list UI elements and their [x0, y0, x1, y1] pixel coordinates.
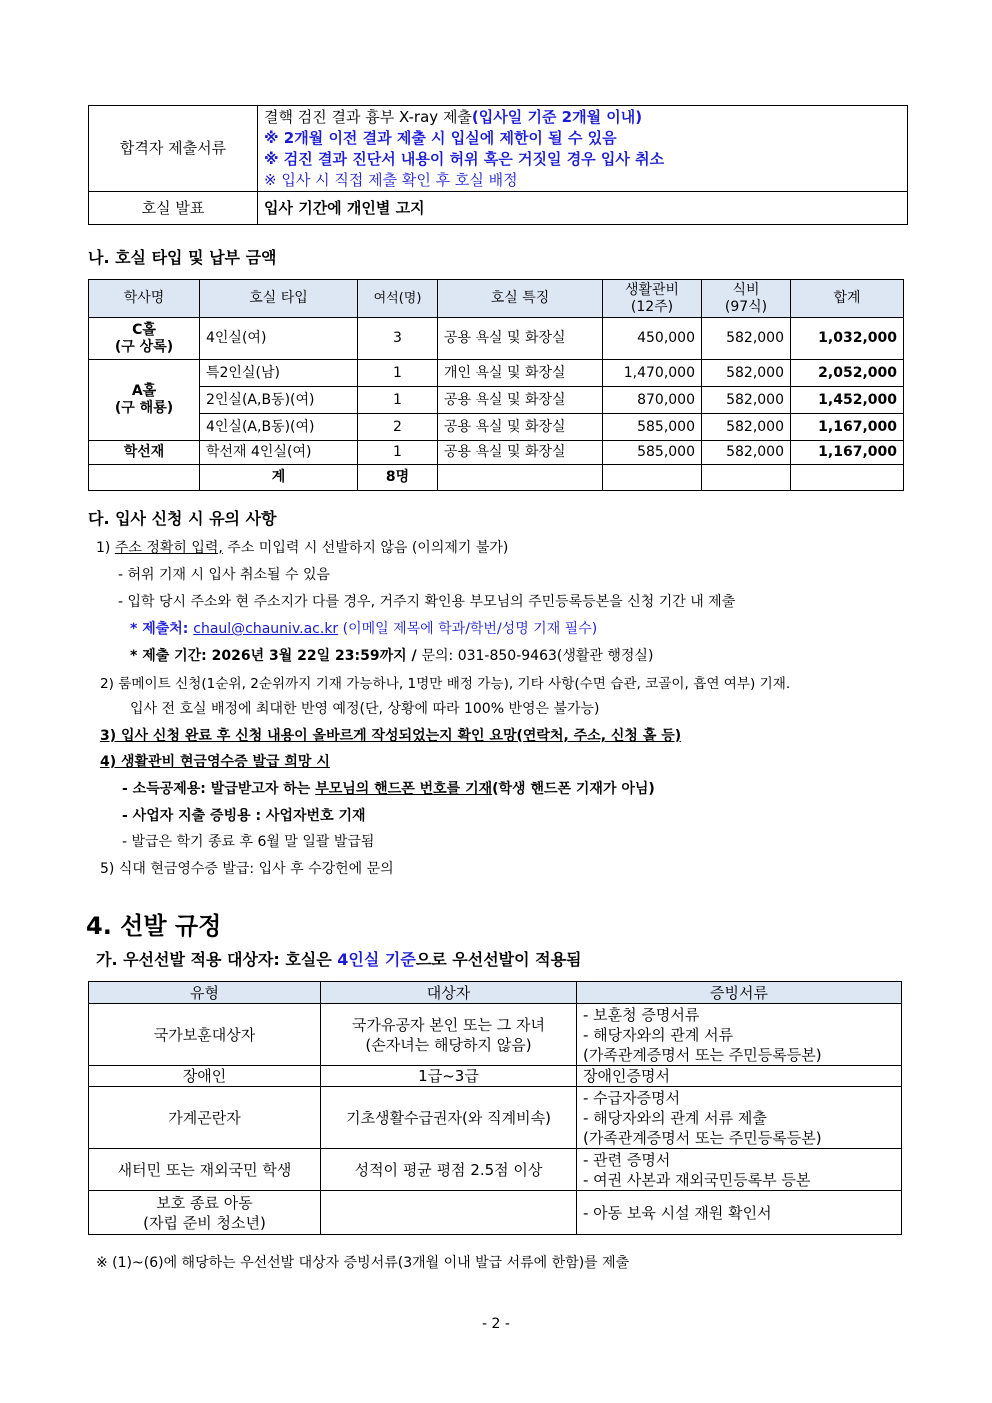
- submission-details: [258, 106, 908, 192]
- notice-item-1: 1) 주소 정확히 입력, 주소 미입력 시 선발하지 않음 (이의제기 불가): [96, 540, 509, 556]
- type-cell: 보호 종료 아동 (자립 준비 청소년): [89, 1191, 321, 1235]
- vacancy: 1: [358, 387, 438, 414]
- target-cell: 성적이 평균 평점 2.5점 이상: [321, 1149, 577, 1191]
- th-room-type: 호실 타입: [200, 280, 358, 318]
- email-link[interactable]: chaul@chauniv.ac.kr: [193, 621, 339, 637]
- sum-label: 계: [200, 465, 358, 491]
- th-meal: 식비 (97식): [702, 280, 791, 318]
- room-announce-label: 호실 발표: [89, 192, 258, 225]
- room-type: 4인실(여): [200, 318, 358, 360]
- living-fee: 585,000: [603, 414, 702, 441]
- note-direct-submit: ※ 입사 시 직접 제출 확인 후 호실 배정: [264, 170, 518, 189]
- note-2month: ※ 2개월 이전 결과 제출 시 입실에 제한이 될 수 있음: [264, 128, 617, 147]
- total-fee: 1,032,000: [791, 318, 904, 360]
- note-false-report: ※ 검진 결과 진단서 내용이 허위 혹은 거짓일 경우 입사 취소: [264, 149, 665, 168]
- vacancy: 3: [358, 318, 438, 360]
- xray-deadline: (입사일 기준 2개월 이내): [471, 107, 643, 126]
- th-feature: 호실 특징: [438, 280, 603, 318]
- vacancy: 2: [358, 414, 438, 441]
- page-number: - 2 -: [482, 1316, 510, 1332]
- notice-item-5: 5) 식대 현금영수증 발급: 입사 후 수강헌에 문의: [100, 861, 394, 877]
- room-type: 학선재 4인실(여): [200, 441, 358, 465]
- priority-table: [88, 981, 902, 1235]
- room-type: 2인실(A,B동)(여): [200, 387, 358, 414]
- meal-fee: 582,000: [702, 318, 791, 360]
- submission-label: 합격자 제출서류: [89, 106, 258, 192]
- section-da-title: 다. 입사 신청 시 유의 사항: [88, 509, 277, 528]
- table-row: [89, 1149, 902, 1191]
- room-type: 특2인실(남): [200, 360, 358, 387]
- sum-row: [89, 465, 904, 491]
- hall-a: A홀 (구 해룡): [89, 360, 200, 441]
- docs-cell: - 수급자증명서 - 해당자와의 관계 서류 제출 (가족관계증명서 또는 주민등록등본): [577, 1087, 902, 1149]
- meal-fee: 582,000: [702, 414, 791, 441]
- docs-cell: - 아동 보육 시설 재원 확인서: [577, 1191, 902, 1235]
- th-vacancy: 여석(명): [358, 280, 438, 318]
- type-cell: 가계곤란자: [89, 1087, 321, 1149]
- notice-item-4-sub1: - 소득공제용: 발급받고자 하는 부모님의 핸드폰 번호를 기재(학생 핸드폰 기재가 아님): [122, 781, 655, 797]
- target-cell: 기초생활수급권자(와 직계비속): [321, 1087, 577, 1149]
- feature: 개인 욕실 및 화장실: [438, 360, 603, 387]
- total-fee: 2,052,000: [791, 360, 904, 387]
- vacancy: 1: [358, 360, 438, 387]
- notice-item-3: 3) 입사 신청 완료 후 신청 내용이 올바르게 작성되었는지 확인 요망(연락처, 주소, 신청 홀 등): [100, 728, 682, 744]
- feature: 공용 욕실 및 화장실: [438, 414, 603, 441]
- th-type: 유형: [89, 982, 321, 1004]
- table-row: [89, 414, 904, 441]
- notice-item-2: 2) 룸메이트 신청(1순위, 2순위까지 기재 가능하나, 1명만 배정 가능), 기타 사항(수면 습관, 코골이, 흡연 여부) 기재.: [100, 676, 791, 692]
- target-cell: 국가유공자 본인 또는 그 자녀 (손자녀는 해당하지 않음): [321, 1004, 577, 1066]
- docs-cell: - 보훈청 증명서류 - 해당자와의 관계 서류 (가족관계증명서 또는 주민등록등본): [577, 1004, 902, 1066]
- living-fee: 870,000: [603, 387, 702, 414]
- meal-fee: 582,000: [702, 441, 791, 465]
- section4-title: 4. 선발 규정: [86, 912, 222, 940]
- feature: 공용 욕실 및 화장실: [438, 441, 603, 465]
- living-fee: 1,470,000: [603, 360, 702, 387]
- notice-item-1-sub2: - 입학 당시 주소와 현 주소지가 다를 경우, 거주지 확인용 부모님의 주민등록등본을 신청 기간 내 제출: [118, 594, 736, 610]
- th-total: 합계: [791, 280, 904, 318]
- target-cell: 1급~3급: [321, 1066, 577, 1087]
- room-type: 4인실(A,B동)(여): [200, 414, 358, 441]
- priority-note: ※ (1)~(6)에 해당하는 우선선발 대상자 증빙서류(3개월 이내 발급 서류에 한함)를 제출: [96, 1255, 630, 1271]
- submission-table: [88, 105, 908, 225]
- table-row: [89, 318, 904, 360]
- table-row: [89, 1191, 902, 1235]
- th-living: 생활관비 (12주): [603, 280, 702, 318]
- feature: 공용 욕실 및 화장실: [438, 318, 603, 360]
- notice-item-2b: 입사 전 호실 배정에 최대한 반영 예정(단, 상황에 따라 100% 반영은 불가능): [130, 701, 600, 717]
- table-row: [89, 387, 904, 414]
- living-fee: 585,000: [603, 441, 702, 465]
- room-announce-value: 입사 기간에 개인별 고지: [258, 192, 908, 225]
- table-row: [89, 1087, 902, 1149]
- xray-text: 결핵 검진 결과 흉부 X-ray 제출: [264, 107, 472, 126]
- total-fee: 1,452,000: [791, 387, 904, 414]
- total-fee: 1,167,000: [791, 414, 904, 441]
- table-row: [89, 441, 904, 465]
- table-row: [89, 1004, 902, 1066]
- type-cell: 새터민 또는 재외국민 학생: [89, 1149, 321, 1191]
- docs-cell: - 관련 증명서 - 여권 사본과 재외국민등록부 등본: [577, 1149, 902, 1191]
- type-cell: 장애인: [89, 1066, 321, 1087]
- sum-value: 8명: [358, 465, 438, 491]
- table-row: [89, 1066, 902, 1087]
- target-cell: [321, 1191, 577, 1235]
- th-hall: 학사명: [89, 280, 200, 318]
- notice-item-4-sub3: - 발급은 학기 종료 후 6월 말 일괄 발급됨: [122, 834, 375, 850]
- type-cell: 국가보훈대상자: [89, 1004, 321, 1066]
- section4-subtitle: 가. 우선선발 적용 대상자: 호실은 4인실 기준으로 우선선발이 적용됨: [96, 950, 582, 969]
- table-row: [89, 360, 904, 387]
- th-target: 대상자: [321, 982, 577, 1004]
- hall-c: C홀 (구 상록): [89, 318, 200, 360]
- section-na-title: 나. 호실 타입 및 납부 금액: [88, 248, 277, 267]
- notice-item-4: 4) 생활관비 현금영수증 발급 희망 시: [100, 754, 330, 770]
- th-docs: 증빙서류: [577, 982, 902, 1004]
- notice-item-4-sub2: - 사업자 지출 증빙용 : 사업자번호 기재: [122, 808, 366, 824]
- total-fee: 1,167,000: [791, 441, 904, 465]
- notice-email-line: * 제출처: chaul@chauniv.ac.kr (이메일 제목에 학과/학번/성명 기재 필수): [130, 621, 598, 637]
- meal-fee: 582,000: [702, 387, 791, 414]
- notice-period-line: * 제출 기간: 2026년 3월 22일 23:59까지 / 문의: 031-850-9463(생활관 행정실): [130, 648, 654, 664]
- hall-hakseonjae: 학선재: [89, 441, 200, 465]
- vacancy: 1: [358, 441, 438, 465]
- room-price-table: [88, 279, 904, 491]
- meal-fee: 582,000: [702, 360, 791, 387]
- living-fee: 450,000: [603, 318, 702, 360]
- docs-cell: 장애인증명서: [577, 1066, 902, 1087]
- feature: 공용 욕실 및 화장실: [438, 387, 603, 414]
- notice-item-1-sub1: - 허위 기재 시 입사 취소될 수 있음: [118, 567, 331, 583]
